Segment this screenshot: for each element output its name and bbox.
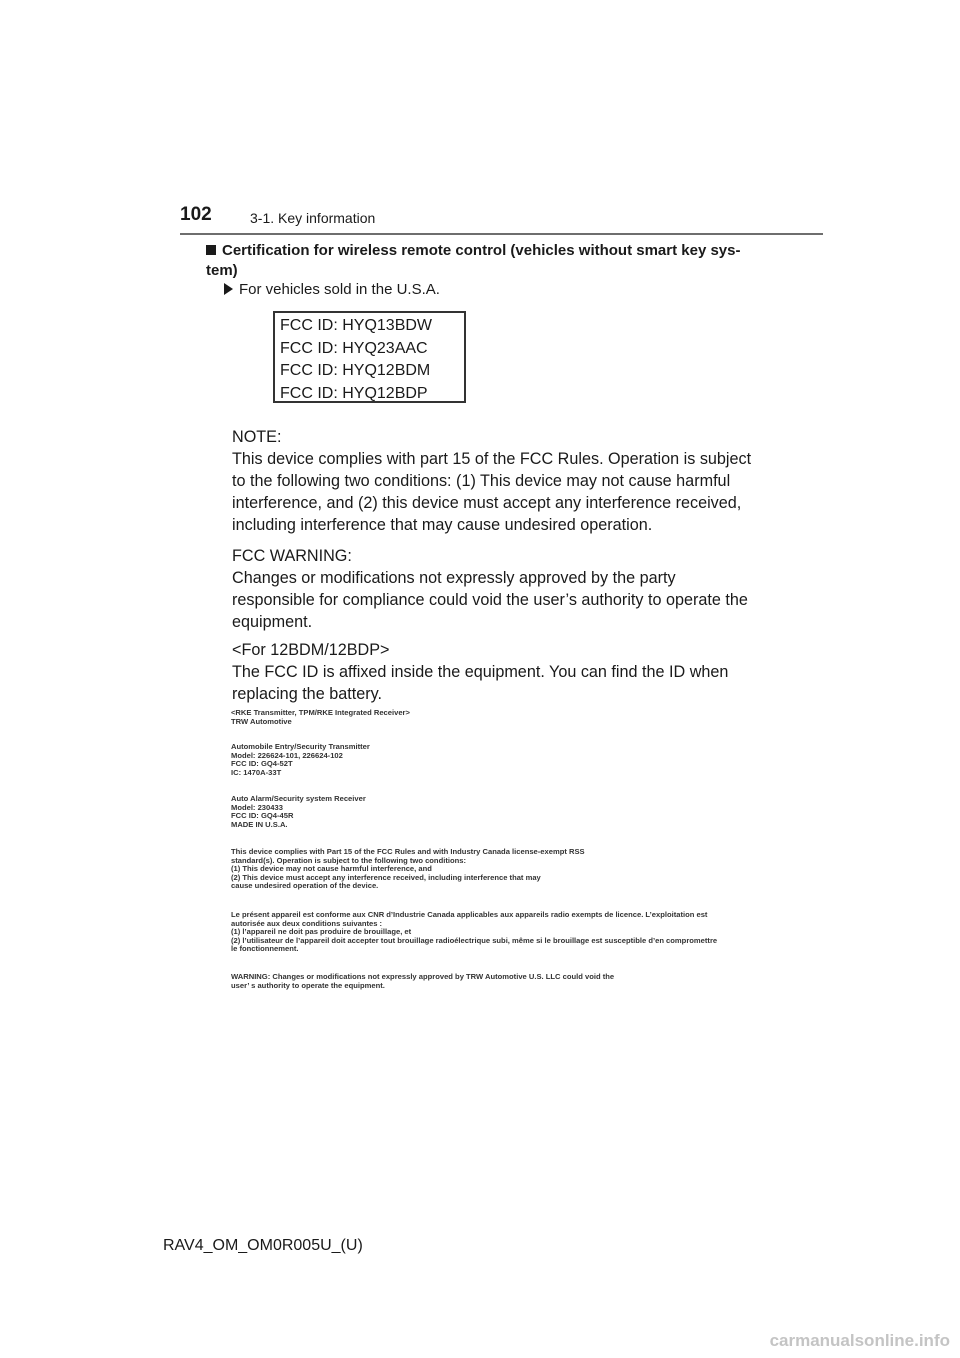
- usa-subheading: [224, 281, 440, 298]
- for-models-line: The FCC ID is affixed inside the equipment. You can find the ID when: [232, 663, 729, 681]
- fcc-id-line: FCC ID: HYQ12BDP: [280, 384, 428, 402]
- label-line: autorisée aux deux conditions suivantes :: [231, 918, 383, 928]
- label-line: Auto Alarm/Security system Receiver: [231, 794, 366, 803]
- label-line: user’ s authority to operate the equipment.: [231, 980, 385, 990]
- note-line: to the following two conditions: (1) This device may not cause harmful: [232, 472, 731, 490]
- watermark: carmanualsonline.info: [769, 1331, 950, 1350]
- label-block-transmitter: [231, 743, 771, 777]
- label-line: le fonctionnement.: [231, 944, 299, 954]
- fcc-warning-line: responsible for compliance could void the user’s authority to operate the: [232, 591, 748, 609]
- fcc-warning-line: Changes or modifications not expressly approved by the party: [232, 569, 676, 587]
- note-line: interference, and (2) this device must accept any interference received,: [232, 494, 742, 512]
- fcc-id-box: [273, 311, 466, 403]
- label-line: <RKE Transmitter, TPM/RKE Integrated Receiver>: [231, 708, 410, 717]
- note-block: [232, 426, 772, 536]
- label-block-warning: [231, 973, 771, 990]
- label-block-compliance-en: [231, 848, 771, 891]
- heading-line-1: Certification for wireless remote control (vehicles without smart key sys-: [222, 242, 741, 259]
- note-line: including interference that may cause undesired operation.: [232, 516, 653, 534]
- label-block-receiver: [231, 795, 771, 829]
- label-block-rke: [231, 709, 771, 726]
- heading-line-2: tem): [206, 262, 238, 279]
- label-line: Le présent appareil est conforme aux CNR d’Industrie Canada applicables aux appareils radio exempts de licence. L’exploitation est: [231, 910, 708, 919]
- note-title: NOTE:: [232, 428, 282, 446]
- fcc-warning-line: equipment.: [232, 613, 313, 631]
- certification-heading: [206, 241, 766, 281]
- label-line: FCC ID: GQ4-52T: [231, 759, 293, 769]
- label-line: WARNING: Changes or modifications not expressly approved by TRW Automotive U.S. LLC could void the: [231, 972, 615, 981]
- for-models-block: [232, 639, 772, 705]
- label-line: Model: 226624-101, 226624-102: [231, 750, 343, 760]
- header-divider: [180, 233, 823, 235]
- square-bullet-icon: [206, 245, 216, 255]
- label-line: FCC ID: GQ4-45R: [231, 811, 294, 821]
- fcc-warning-title: FCC WARNING:: [232, 547, 352, 565]
- label-block-compliance-fr: [231, 911, 771, 954]
- for-models-title: <For 12BDM/12BDP>: [232, 641, 390, 659]
- label-line: (1) l’appareil ne doit pas produire de brouillage, et: [231, 927, 412, 937]
- note-line: This device complies with part 15 of the FCC Rules. Operation is subject: [232, 450, 752, 468]
- label-line: (1) This device may not cause harmful interference, and: [231, 864, 432, 874]
- page-header: [180, 204, 823, 234]
- fcc-id-line: FCC ID: HYQ23AAC: [280, 339, 428, 357]
- label-line: (2) l’utilisateur de l’appareil doit accepter tout brouillage radioélectrique subi, même si le brouillage est susceptible d’en compromettre: [231, 935, 718, 945]
- page-number: 102: [180, 204, 212, 225]
- for-models-line: replacing the battery.: [232, 685, 382, 703]
- document-code-footer: RAV4_OM_OM0R005U_(U): [163, 1237, 363, 1254]
- label-line: (2) This device must accept any interference received, including interference that may: [231, 872, 541, 882]
- fcc-id-line: FCC ID: HYQ13BDW: [280, 317, 433, 334]
- triangle-arrow-icon: [224, 283, 233, 295]
- label-line: IC: 1470A-33T: [231, 767, 282, 777]
- label-line: This device complies with Part 15 of the FCC Rules and with Industry Canada license-exempt RSS: [231, 847, 585, 856]
- label-line: TRW Automotive: [231, 716, 292, 726]
- fcc-warning-block: [232, 545, 772, 633]
- label-line: Automobile Entry/Security Transmitter: [231, 742, 370, 751]
- subheading-text: For vehicles sold in the U.S.A.: [239, 281, 440, 298]
- label-line: standard(s). Operation is subject to the following two conditions:: [231, 855, 466, 865]
- label-line: cause undesired operation of the device.: [231, 881, 379, 891]
- section-title: 3-1. Key information: [250, 210, 376, 226]
- label-line: Model: 230433: [231, 802, 283, 812]
- fcc-id-line: FCC ID: HYQ12BDM: [280, 362, 431, 379]
- label-line: MADE IN U.S.A.: [231, 819, 288, 829]
